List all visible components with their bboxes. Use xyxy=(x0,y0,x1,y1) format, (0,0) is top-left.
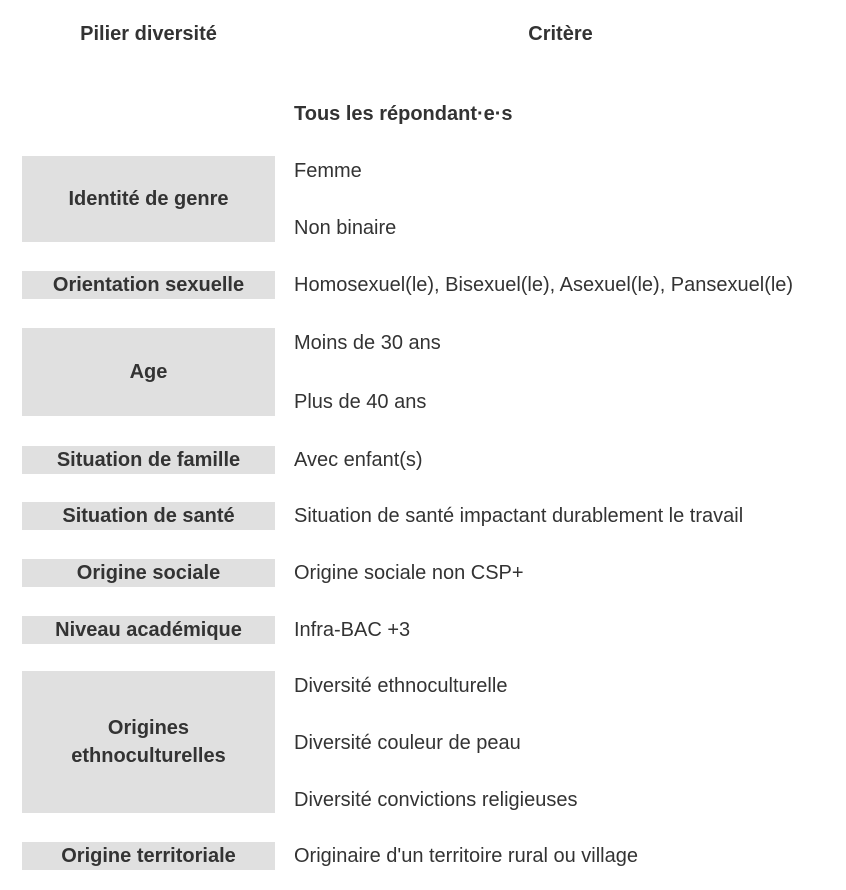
criteria-gender-woman: Femme xyxy=(294,160,362,182)
pillar-health-situation: Situation de santé xyxy=(22,502,275,530)
criteria-sexual-orientation: Homosexuel(le), Bisexuel(le), Asexuel(le), Pansexuel(le) xyxy=(294,274,794,296)
criteria-religious-diversity: Diversité convictions religieuses xyxy=(294,789,578,811)
criteria-skin-color-diversity: Diversité couleur de peau xyxy=(294,732,521,754)
pillar-family-situation: Situation de famille xyxy=(22,446,275,474)
pillar-age: Age xyxy=(22,328,275,416)
criteria-ethnocultural-diversity: Diversité ethnoculturelle xyxy=(294,675,508,697)
criteria-health-impact: Situation de santé impactant durablement le travail xyxy=(294,505,744,527)
pillar-gender-identity: Identité de genre xyxy=(22,156,275,242)
criteria-social-origin: Origine sociale non CSP+ xyxy=(294,562,524,584)
pillar-sexual-orientation: Orientation sexuelle xyxy=(22,271,275,299)
criteria-age-over-40: Plus de 40 ans xyxy=(294,391,427,413)
criteria-column-header: Critère xyxy=(528,23,593,45)
pillar-column-header: Pilier diversité xyxy=(80,23,217,45)
pillar-ethnocultural-label: Origines ethnoculturelles xyxy=(71,717,226,767)
pillar-ethnocultural-origins xyxy=(22,671,275,813)
all-respondents-label: Tous les répondant·e·s xyxy=(294,103,513,125)
criteria-academic-level: Infra-BAC +3 xyxy=(294,619,411,641)
pillar-territorial-origin: Origine territoriale xyxy=(22,842,275,870)
pillar-academic-level: Niveau académique xyxy=(22,616,275,644)
criteria-age-under-30: Moins de 30 ans xyxy=(294,332,441,354)
criteria-territorial-origin: Originaire d'un territoire rural ou village xyxy=(294,845,638,867)
criteria-gender-nonbinary: Non binaire xyxy=(294,217,397,239)
criteria-family-with-children: Avec enfant(s) xyxy=(294,449,423,471)
pillar-social-origin: Origine sociale xyxy=(22,559,275,587)
